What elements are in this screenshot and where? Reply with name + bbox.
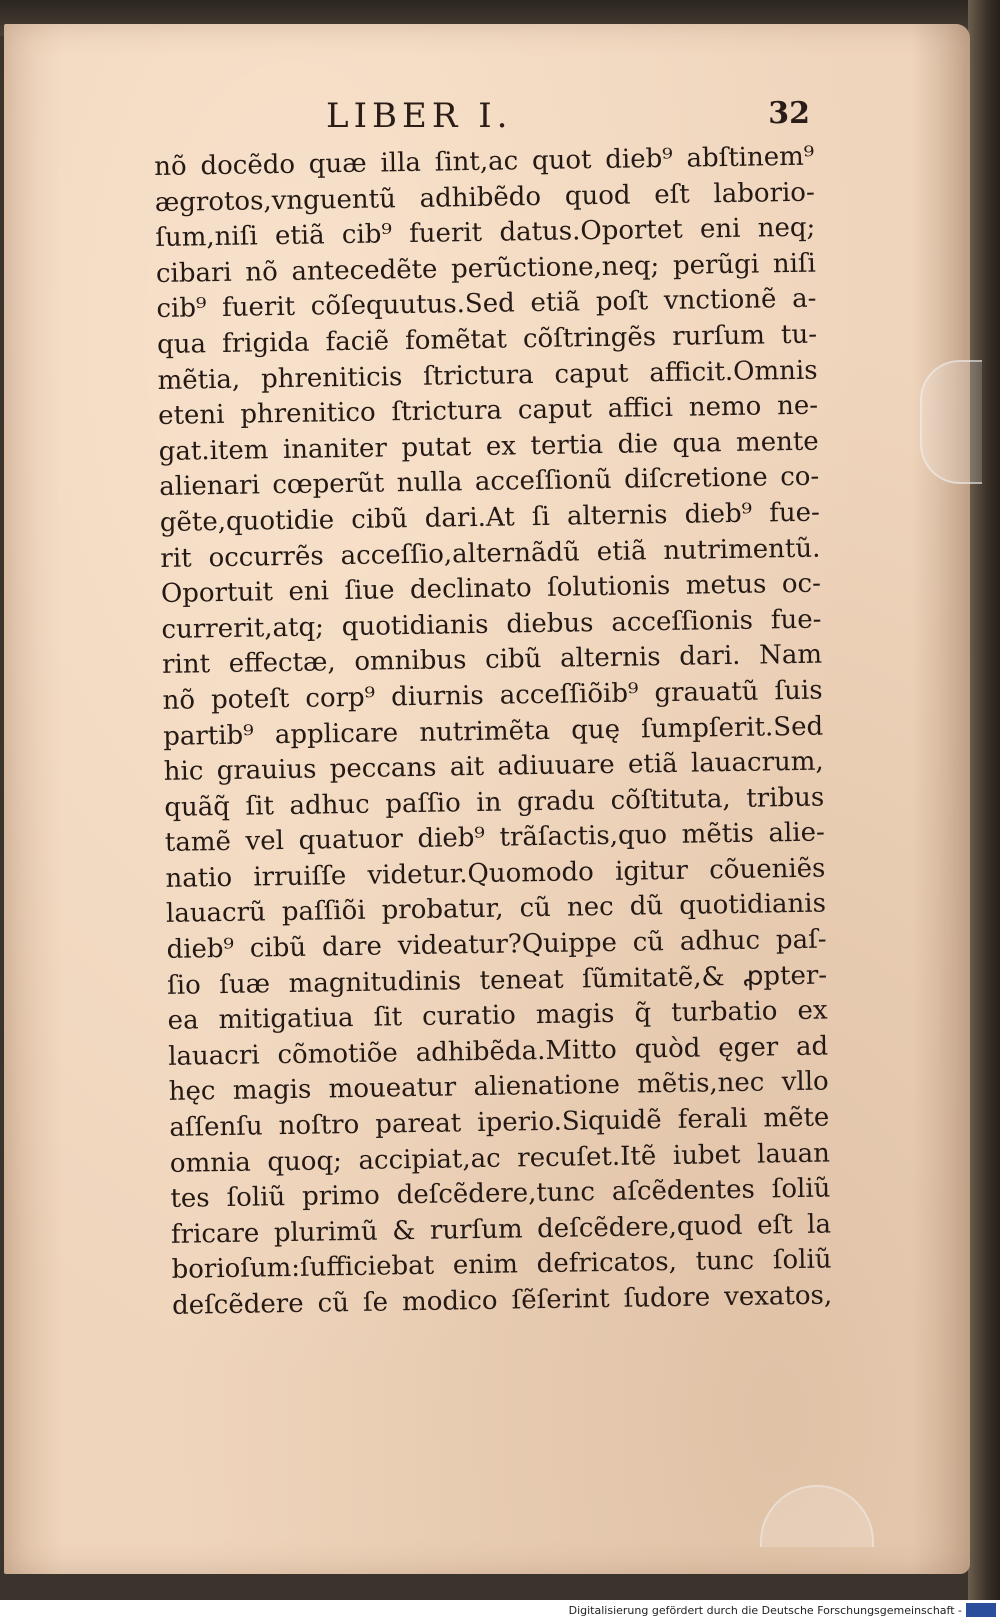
funding-credit: Digitalisierung gefördert durch die Deutsche Forschungsgemeinschaft -	[568, 1604, 962, 1617]
text-line: cib⁹ fuerit cõſequutus.Sed etiã poſt vnctionẽ a-	[156, 283, 817, 325]
text-line: dieb⁹ cibũ dare videatur?Quippe cũ adhuc paſ-	[166, 924, 827, 965]
body-text	[154, 140, 832, 1325]
text-line: deſcẽdere cũ ſe modico ſẽſerint ſudore vexatos,	[171, 1280, 833, 1321]
text-line: alienari cœperũt nulla acceſſionũ diſcretione co-	[159, 461, 820, 503]
text-line: nõ docẽdo quæ illa ſint,ac quot dieb⁹ abſtinem⁹	[154, 141, 815, 182]
page-clip-right	[920, 360, 982, 484]
text-line: currerit,atq; quotidianis diebus acceſſionis fue-	[161, 604, 822, 645]
footer-bar	[0, 1600, 1000, 1623]
text-line: borioſum:ſufficiebat enim defricatos, tunc ſoliũ	[171, 1244, 832, 1286]
text-line: tes ſoliũ primo deſcẽdere,tunc aſcẽdentes ſoliũ	[170, 1173, 831, 1215]
text-line: Oportuit eni ſiue declinato ſolutionis metus oc-	[160, 568, 822, 610]
text-line: lauacri cõmotiõe adhibẽda.Mitto quòd ęger ad	[168, 1031, 829, 1072]
text-line: natio irruiſſe videtur.Quomodo igitur cõueniẽs	[165, 853, 826, 894]
text-line: gat.item inaniter putat ex tertia die qua mente	[158, 426, 819, 467]
running-head: LIBER I.	[326, 96, 513, 136]
text-line: qua frigida faciẽ fomẽtat cõſtringẽs rurſum tu-	[156, 319, 818, 360]
text-line: hęc magis moueatur alienatione mẽtis,nec vllo	[168, 1066, 829, 1108]
text-line: omnia quoq; accipiat,ac recuſet.Itẽ iubet lauan	[169, 1138, 831, 1179]
text-line: hic grauius peccans ait adiuuare etiã lauacrum,	[163, 746, 824, 788]
text-line: fricare plurimũ & rurſum deſcẽdere,quod eſt la	[170, 1209, 832, 1250]
text-line: lauacrũ paſſiõi probatur, cũ nec dũ quotidianis	[165, 889, 827, 930]
text-line: rint effectæ, omnibus cibũ alternis dari. Nam	[161, 639, 823, 681]
page-number: 32	[768, 96, 810, 131]
text-line: gẽte,quotidie cibũ dari.At ſi alternis dieb⁹ fue-	[159, 497, 821, 538]
text-line: rit occurrẽs acceſſio,alternãdũ etiã nutrimentũ.	[160, 533, 821, 574]
text-line: ægrotos,vnguentũ adhibẽdo quod eſt laborio-	[154, 177, 815, 218]
text-line: eteni phrenitico ſtrictura caput affici nemo ne-	[157, 390, 819, 432]
text-line: nõ poteſt corp⁹ diurnis acceſſiõib⁹ grauatũ ſuis	[162, 675, 823, 716]
text-line: quãq̃ ſit adhuc paſſio in gradu cõſtituta, tribus	[164, 782, 825, 823]
text-line: tamẽ vel quatuor dieb⁹ trãſactis,quo mẽtis alie-	[164, 817, 826, 859]
page-header	[160, 96, 810, 146]
text-line: ea mitigatiua ſit curatio magis q̃ turbatio ex	[167, 995, 828, 1037]
text-line: cibari nõ antecedẽte perũctione,neq; perũgi niſi	[155, 248, 817, 289]
book-edge-right	[968, 0, 1000, 1600]
text-line: aſſenſu noſtro pareat iperio.Siquidẽ ferali mẽte	[169, 1102, 830, 1143]
text-line: ſum,niſi etiã cib⁹ fuerit datus.Oportet eni neq;	[155, 212, 816, 254]
text-line: ſio ſuæ magnitudinis teneat ſũmitatẽ,& ꝓpter-	[166, 960, 828, 1001]
text-line: mẽtia, phreniticis ſtrictura caput afficit.Omnis	[157, 355, 818, 396]
dfg-logo	[966, 1603, 996, 1617]
text-line: partib⁹ applicare nutrimẽta quę ſumpſerit.Sed	[162, 711, 824, 752]
